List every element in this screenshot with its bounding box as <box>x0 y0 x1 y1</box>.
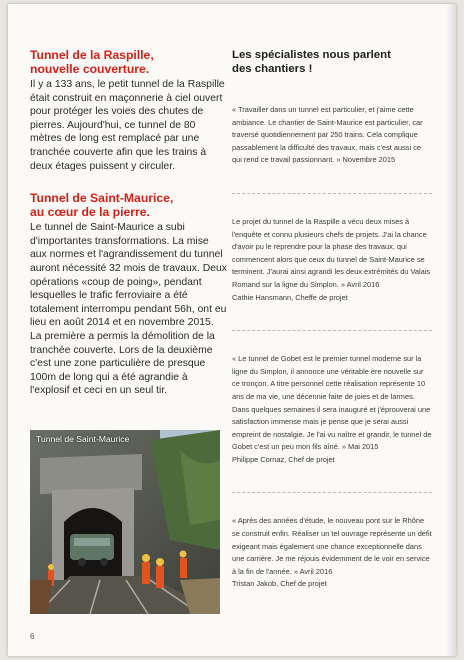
quote-block <box>232 515 432 591</box>
right-column <box>232 48 432 591</box>
magazine-page <box>8 4 456 656</box>
quote-block <box>232 353 432 466</box>
raspille-body: Il y a 133 ans, le petit tunnel de la Raspille était construit en maçonnerie à ciel ouvert pour protéger les voies des chutes de pierres. Aujourd'hui, ce tunnel de 80 mètres de long est remplacé par une tranchée couverte afin que les trains à deux étages puissent y circuler. <box>30 79 225 172</box>
page-number: 6 <box>30 632 35 641</box>
raspille-heading-line2: nouvelle couverture. <box>30 62 150 76</box>
quote-divider <box>232 330 432 331</box>
left-column <box>30 48 228 398</box>
tunnel-illustration <box>30 430 220 614</box>
saint-maurice-heading <box>30 191 228 219</box>
section-saint-maurice <box>30 191 228 398</box>
saint-maurice-heading-line2: au cœur de la pierre. <box>30 205 150 220</box>
specialists-heading-line2: des chantiers ! <box>232 63 313 75</box>
quote-divider <box>232 492 432 493</box>
specialists-heading-line1: Les spécialistes nous parlent <box>232 49 391 61</box>
quote-text: Le projet du tunnel de la Raspille a vécu deux mises à l'enquête et connu plusieurs chefs de projets. J'ai la chance d'avoir pu le reprendre pour la phase des travaux, qui commencent alors que ceux du tunnel de Saint-Maurice se terminent. J'aurai ainsi agrandi les deux extrémités du Valais Romand sur la ligne du Simplon. » Avril 2016 <box>232 216 431 289</box>
saint-maurice-heading-line1: Tunnel de Saint-Maurice, <box>30 191 174 206</box>
spine-shadow <box>446 4 456 656</box>
quote-text: « Le tunnel de Gobet est le premier tunnel moderne sur la ligne du Simplon, il annonce une véritable ère nouvelle sur ce tronçon. A titre personnel cette réalisation représente 10 ans de ma vie, une décennie faite de joies et de larmes. Dans quelques semaines il sera inauguré et j'éprouverai une satisfaction immense mais je pense que je serai aussi empreint de nostalgie. Je l'ai vu naître et grandir, le tunnel de Gobet c'est un peu mon fils aîné. » Mai 2015 <box>232 354 432 452</box>
quote-author: Cathie Hansmann, Cheffe de projet <box>232 292 348 302</box>
quote-divider <box>232 193 432 194</box>
quote-text: « Travailler dans un tunnel est particulier, et j'aime cette ambiance. Le chantier de Saint-Maurice est particulier, car traversé quotidiennement par 250 trains. Cela complique passablement la difficulté des travaux, mais c'est aussi ce qui rend ce travail passionnant. » Novembre 2015 <box>232 105 423 165</box>
saint-maurice-body: Le tunnel de Saint-Maurice a subi d'importantes transformations. La mise aux normes et l'agrandissement du tunnel auront nécessité 32 mois de travaux. Deux opérations «coup de poing», pendant lesquelles le trafic ferroviaire a été totalement interrompu pendant 56h, ont eu lieu en août 2014 et en novembre 2015. La première a permis la démolition de la tranchée couverte. Lors de la deuxième c'est une zone particulière de presque 100m de long qui a été agrandie à l'explosif et ceci en un seul tir. <box>30 222 227 397</box>
quote-block <box>232 216 432 304</box>
quote-text: « Après des années d'étude, le nouveau pont sur le Rhône se construit enfin. Réaliser un tel ouvrage représente un défit exigeant mais également une chance exceptionnelle dans une carrière. Je me réjouis évidemment de le voir en service à la fin de l'année. » Avril 2016 <box>232 516 432 576</box>
quote-author: Philippe Cornaz, Chef de projet <box>232 454 335 464</box>
section-raspille <box>30 48 228 173</box>
specialists-heading <box>232 48 432 76</box>
photo-caption: Tunnel de Saint-Maurice <box>36 434 130 444</box>
quote-block <box>232 104 432 167</box>
quote-author: Tristan Jakob, Chef de projet <box>232 579 327 589</box>
tunnel-photo <box>30 430 220 614</box>
raspille-heading <box>30 48 228 76</box>
raspille-heading-line1: Tunnel de la Raspille, <box>30 48 154 62</box>
